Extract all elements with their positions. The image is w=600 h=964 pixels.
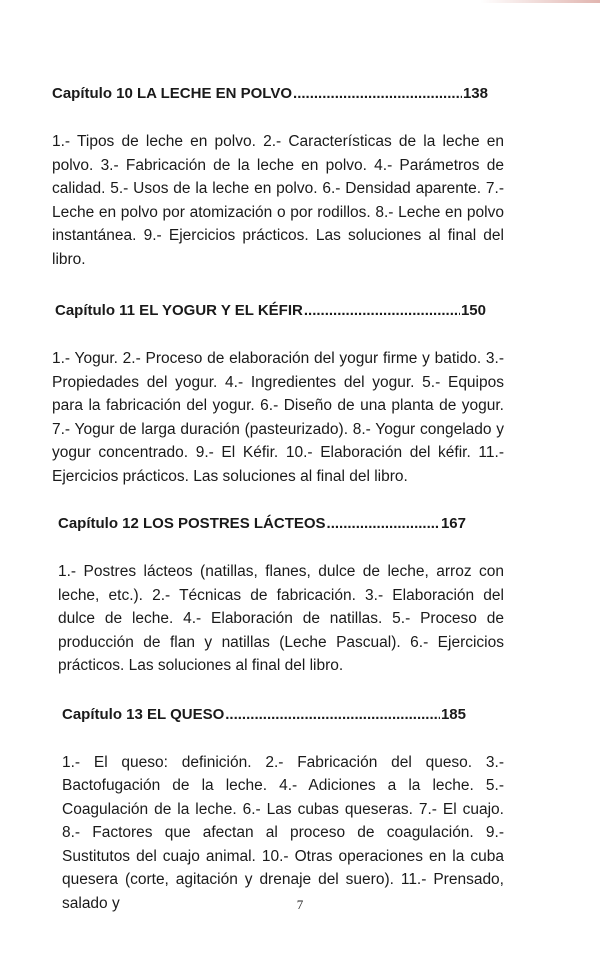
chapter-heading <box>55 301 486 321</box>
chapter-page-number: 167 <box>440 515 466 532</box>
table-of-contents <box>52 84 504 915</box>
chapter-title: Capítulo 11 EL YOGUR Y EL KÉFIR <box>55 302 303 319</box>
chapter-10-entry <box>52 84 504 271</box>
dot-leader <box>225 705 440 725</box>
chapter-page-number: 185 <box>440 705 466 723</box>
chapter-heading <box>52 84 488 104</box>
page-edge-shadow <box>480 0 600 3</box>
chapter-title: Capítulo 12 LOS POSTRES LÁCTEOS <box>58 515 326 532</box>
chapter-page-number: 138 <box>462 85 488 102</box>
chapter-summary: 1.- El queso: definición. 2.- Fabricación del queso. 3.- Bactofugación de la leche. 4.- Adiciones a la leche. 5.- Coagulación de la leche. 6.- Las cubas queseras. 7.- El cuajo. 8.- Factores que afectan al proceso de coagulación. 9.- Sustitutos del cuajo animal. 10.- Otras operaciones en la cuba quesera (corte, agitación y drenaje del suero). 11.- Prensado, salado y <box>62 753 504 912</box>
chapter-heading <box>62 705 466 725</box>
chapter-summary: 1.- Postres lácteos (natillas, flanes, dulce de leche, arroz con leche, etc.). 2.- Técnicas de fabricación. 3.- Elaboración del dulce de leche. 4.- Elaboración de natillas. 5.- Proceso de producción de flan y natillas (Leche Pascual). 6.- Ejercicios prácticos. Las soluciones al final del libro. <box>58 563 504 674</box>
chapter-title: Capítulo 13 EL QUESO <box>62 705 225 723</box>
chapter-title: Capítulo 10 LA LECHE EN POLVO <box>52 85 293 102</box>
chapter-12-entry <box>52 514 504 678</box>
chapter-summary: 1.- Tipos de leche en polvo. 2.- Características de la leche en polvo. 3.- Fabricación de la leche en polvo. 4.- Parámetros de calidad. 5.- Usos de la leche en polvo. 6.- Densidad aparente. 7.- Leche en polvo por atomización o por rodillos. 8.- Leche en polvo instantánea. 9.- Ejercicios prácticos. Las soluciones al final del libro. <box>52 133 504 268</box>
chapter-summary: 1.- Yogur. 2.- Proceso de elaboración del yogur firme y batido. 3.- Propiedades del yogur. 4.- Ingredientes del yogur. 5.- Equipos para la fabricación del yogur. 6.- Diseño de una planta de yogur. 7.- Yogur de larga duración (pasteurizado). 8.- Yogur congelado y yogur concentrado. 9.- El Kéfir. 10.- Elaboración del kéfir. 11.- Ejercicios prácticos. Las soluciones al final del libro. <box>52 350 504 485</box>
chapter-11-entry <box>52 301 504 488</box>
chapter-page-number: 150 <box>460 302 486 319</box>
chapter-heading <box>58 514 466 534</box>
dot-leader <box>327 514 440 534</box>
dot-leader <box>293 84 462 104</box>
dot-leader <box>304 301 460 321</box>
page-number: 7 <box>296 897 304 912</box>
chapter-13-entry <box>52 705 504 916</box>
